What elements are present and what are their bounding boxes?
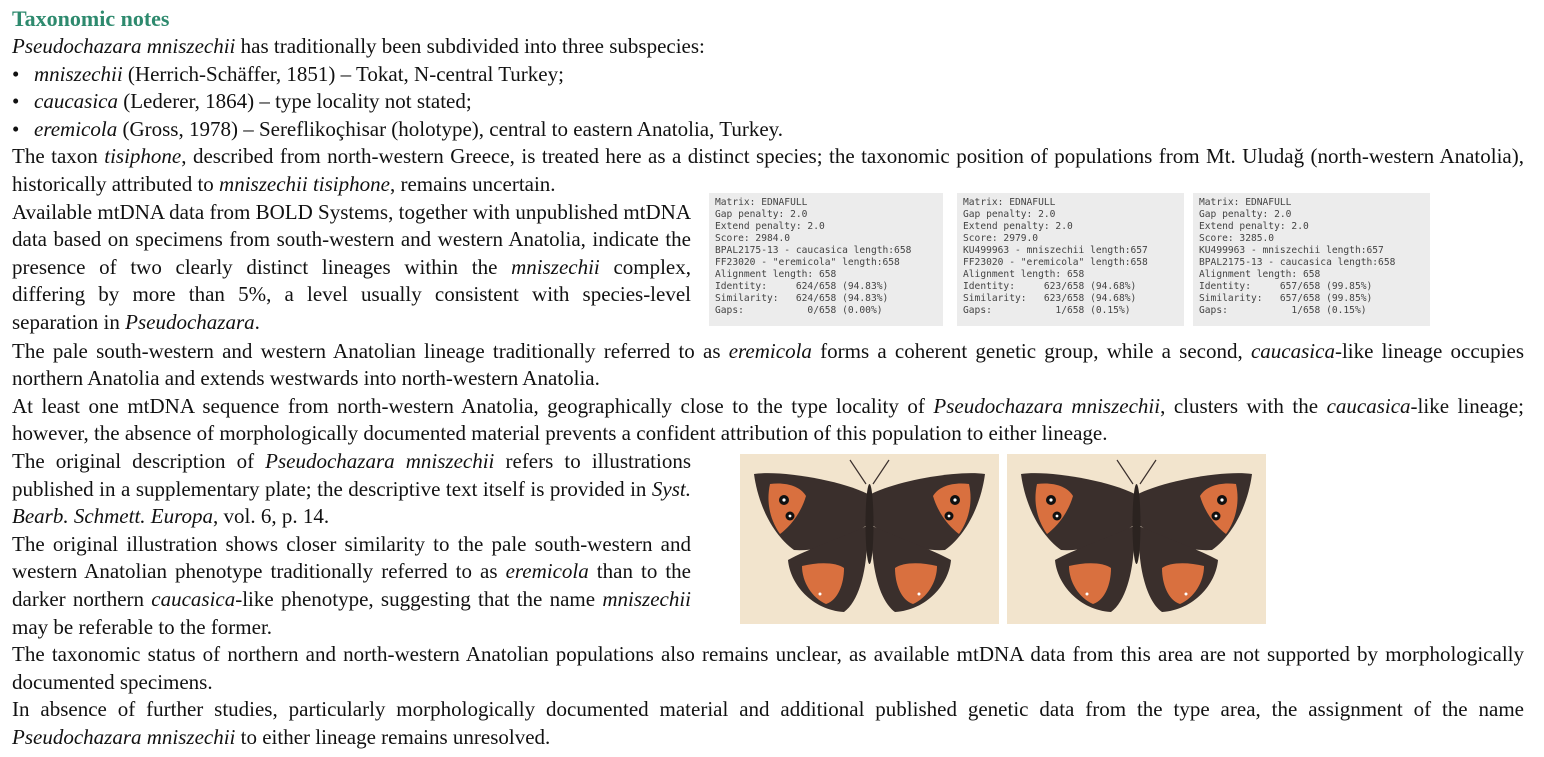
conclusion-paragraph: In absence of further studies, particularly morphologically documented material and additional published genetic data from the type area, the assignment of the name Pseudochazara mniszechii to either lineage remains unresolved. (12, 697, 1524, 749)
butterfly-illustration (740, 454, 999, 624)
list-item (12, 88, 1524, 116)
plate-row (12, 448, 1524, 641)
intro-text: has traditionally been subdivided into three subspecies: (235, 34, 705, 58)
alignment-result-box: Matrix: EDNAFULL Gap penalty: 2.0 Extend penalty: 2.0 Score: 3285.0 KU499963 - mniszechii length:657 BPAL2175-13 - caucasica length:658 Alignment length: 658 Identity: 657/658 (99.85%) Similarity: 657/658 (99.85%) Gaps: 1/658 (0.15%) (1193, 193, 1430, 326)
illustration-paragraph: The original illustration shows closer similarity to the pale south-western and western Anatolian phenotype traditionally referred to as eremicola than to the darker northern caucasica-like phenotype, suggesting that the name mniszechii may be referable to the former. (12, 531, 691, 639)
butterfly-icon (1007, 454, 1266, 624)
alignment-result-box: Matrix: EDNAFULL Gap penalty: 2.0 Extend penalty: 2.0 Score: 2984.0 BPAL2175-13 - caucasica length:658 FF23020 - "eremicola" length:658 Alignment length: 658 Identity: 624/658 (94.83%) Similarity: 624/658 (94.83%) Gaps: 0/658 (0.00%) (709, 193, 943, 326)
section-heading: Taxonomic notes (12, 6, 170, 31)
intro-paragraph (12, 33, 1524, 61)
subspecies-detail: (Lederer, 1864) – type locality not stated; (117, 89, 472, 114)
list-item (12, 61, 1524, 89)
subspecies-detail: (Gross, 1978) – Sereflikoçhisar (holotype), central to eastern Anatolia, Turkey. (117, 116, 784, 141)
taxonomic-notes (12, 5, 1524, 751)
lineages-paragraph: The pale south-western and western Anatolian lineage traditionally referred to as eremicola forms a coherent genetic group, while a second, caucasica-like lineage occupies northern Anatolia and extends westwards into north-western Anatolia. (12, 338, 1524, 391)
subspecies-list (12, 61, 1524, 144)
butterfly-illustration (1007, 454, 1266, 624)
list-item (12, 116, 1524, 144)
species-name: Pseudochazara mniszechii (12, 34, 236, 58)
tisiphone-paragraph: The taxon tisiphone, described from north-western Greece, is treated here as a distinct species; the taxonomic position of populations from Mt. Uludağ (north-western Anatolia), historically attributed to mniszechii tisiphone, remains uncertain. (12, 144, 1524, 196)
status-paragraph: The taxonomic status of northern and north-western Anatolian populations also remains unclear, as available mtDNA data from this area are not supported by morphologically documented specimens. (12, 641, 1524, 694)
mtdna-paragraph: Available mtDNA data from BOLD Systems, together with unpublished mtDNA data based on specimens from south-western and western Anatolia, indicate the presence of two clearly distinct lineages within the mniszechii complex, differing by more than 5%, a level usually consistent with species-level separation in Pseudochazara. (12, 199, 692, 334)
subspecies-name: eremicola (34, 116, 118, 141)
butterfly-icon (740, 454, 999, 624)
cluster-paragraph: At least one mtDNA sequence from north-western Anatolia, geographically close to the type locality of Pseudochazara mniszechii, clusters with the caucasica-like lineage; however, the absence of morphologically documented material prevents a confident attribution of this population to either lineage. (12, 393, 1525, 446)
alignment-result-box: Matrix: EDNAFULL Gap penalty: 2.0 Extend penalty: 2.0 Score: 2979.0 KU499963 - mniszechii length:657 FF23020 - "eremicola" length:658 Alignment length: 658 Identity: 623/658 (94.68%) Similarity: 623/658 (94.68%) Gaps: 1/658 (0.15%) (957, 193, 1184, 326)
mtdna-row (12, 196, 1524, 338)
original-description-text (12, 448, 691, 641)
original-description-paragraph: The original description of Pseudochazara mniszechii refers to illustrations published in a supplementary plate; the descriptive text itself is provided in Syst. Bearb. Schmett. Europa, vol. 6, p. 14. (12, 448, 691, 529)
subspecies-name: mniszechii (34, 61, 123, 86)
subspecies-detail: (Herrich-Schäffer, 1851) – Tokat, N-central Turkey; (122, 61, 564, 86)
subspecies-name: caucasica (34, 89, 118, 114)
